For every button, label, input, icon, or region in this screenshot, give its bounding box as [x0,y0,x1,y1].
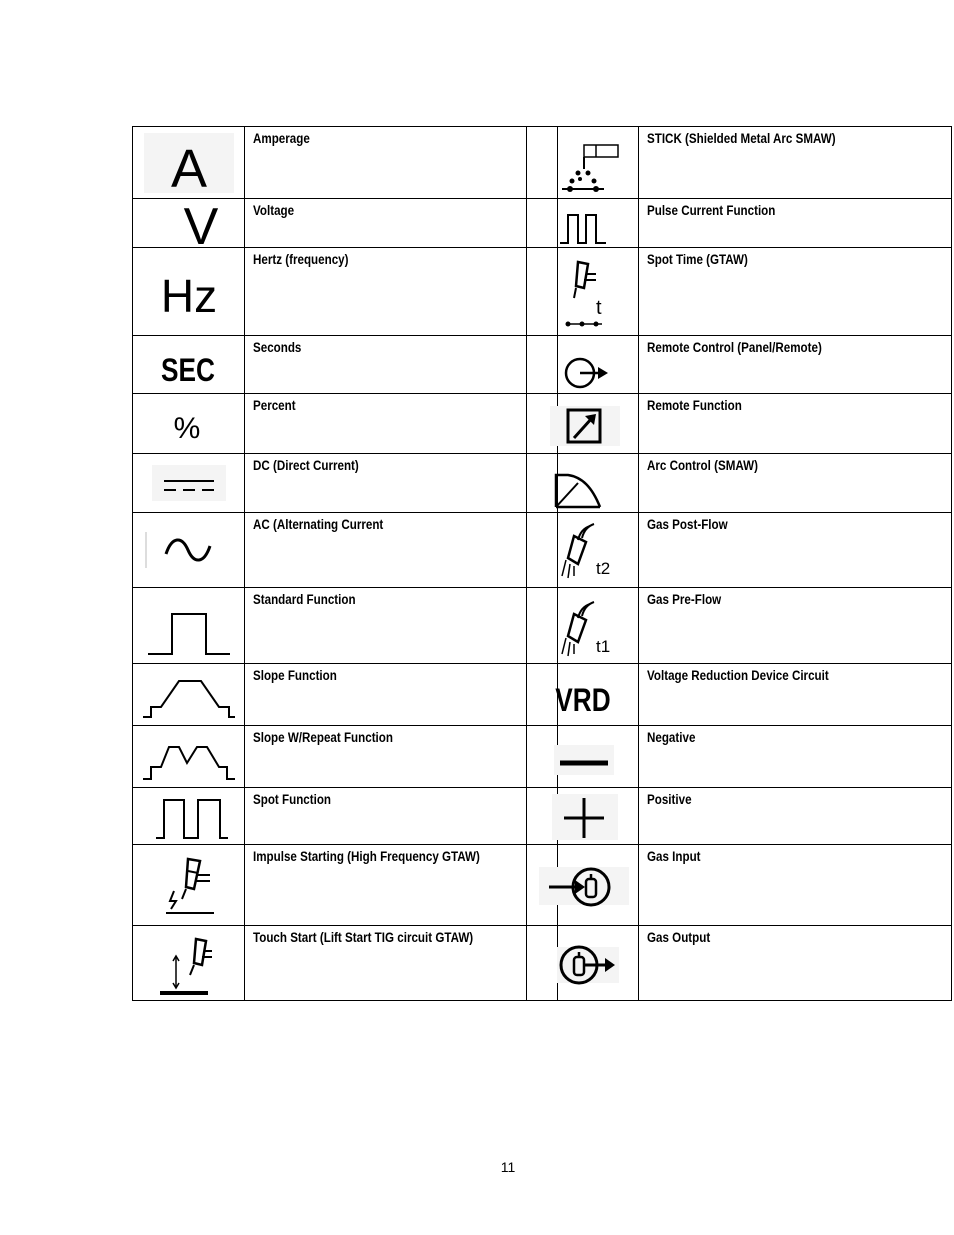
symbol-label: Hertz (frequency) [253,252,349,267]
table-row [133,788,558,845]
dc-direct-current-icon [144,459,234,507]
table-row [527,588,952,664]
symbol-label: Spot Function [253,792,332,807]
table-row [133,248,558,336]
svg-text:Hz: Hz [160,269,217,322]
gas-pre-flow-torch-icon [538,592,628,660]
svg-text:%: % [173,411,200,445]
symbols-table-right [526,126,952,1001]
hertz-Hz-icon [144,262,234,322]
table-row [133,664,558,726]
table-row [527,336,952,394]
symbol-label: AC (Alternating Current [253,517,384,532]
gas-input-icon [535,857,631,913]
vrd-icon [538,671,628,719]
ac-sine-wave-icon [144,526,234,574]
svg-text:t: t [595,296,602,319]
symbol-label: Gas Post-Flow [647,517,728,532]
table-row [133,127,558,199]
symbol-label: Slope Function [253,668,337,683]
svg-text:t2: t2 [595,559,610,578]
table-row [527,664,952,726]
table-row [527,845,952,926]
svg-text:SEC: SEC [160,353,215,389]
gas-post-flow-torch-icon [538,518,628,582]
symbol-label: Arc Control (SMAW) [647,458,758,473]
slope-repeat-function-icon [141,733,237,781]
svg-text:VRD: VRD [554,683,611,719]
symbol-label: Positive [647,792,692,807]
page-number: 11 [500,1159,516,1175]
symbol-label: Remote Function [647,398,742,413]
arc-control-icon [538,457,628,509]
symbol-label: Impulse Starting (High Frequency GTAW) [253,849,480,864]
symbol-label: Spot Time (GTAW) [647,252,748,267]
symbol-label: Percent [253,398,296,413]
impulse-starting-hf-torch-icon [144,853,234,917]
svg-text:A: A [170,138,207,193]
table-row [133,199,558,248]
positive-plus-icon [538,790,628,842]
symbol-label: STICK (Shielded Metal Arc SMAW) [647,131,836,146]
table-row [527,394,952,454]
symbol-label: Voltage Reduction Device Circuit [647,668,829,683]
table-row [133,336,558,394]
symbol-label: Gas Input [647,849,701,864]
symbol-label: Remote Control (Panel/Remote) [647,340,822,355]
symbol-label: Touch Start (Lift Start TIG circuit GTAW) [253,930,474,945]
seconds-SEC-icon [144,341,234,389]
spot-function-pulses-icon [144,792,234,840]
symbol-label: Gas Pre-Flow [647,592,722,607]
symbol-label: DC (Direct Current) [253,458,359,473]
remote-control-circle-arrow-icon [538,339,628,391]
table-row [133,926,558,1001]
negative-minus-icon [538,733,628,781]
symbols-table-left [132,126,558,1001]
standard-function-pulse-icon [144,596,234,656]
stick-smaw-electrode-icon [538,133,628,193]
remote-function-box-arrow-icon [538,398,628,450]
table-row [527,926,952,1001]
symbol-label: Gas Output [647,930,711,945]
symbol-label: Amperage [253,131,310,146]
table-row [527,248,952,336]
slope-function-trapezoid-icon [141,671,237,719]
symbol-label: Voltage [253,203,295,218]
svg-text:t1: t1 [595,636,610,656]
table-row [527,199,952,248]
symbol-label: Seconds [253,340,302,355]
spot-time-torch-icon [538,252,628,332]
table-row [133,394,558,454]
table-row [133,845,558,926]
symbol-label: Negative [647,730,696,745]
touch-start-lift-tig-icon [144,931,234,995]
amperage-A-icon [144,133,234,193]
voltage-V-icon [144,199,234,247]
svg-text:V: V [183,199,218,247]
gas-output-icon [535,935,631,991]
table-row [133,454,558,513]
table-row [527,726,952,788]
table-row [527,127,952,199]
symbol-label: Pulse Current Function [647,203,776,218]
symbol-label: Standard Function [253,592,356,607]
table-row [133,513,558,588]
table-row [527,788,952,845]
table-row [133,726,558,788]
pulse-current-icon [538,199,628,247]
percent-icon [144,400,234,448]
symbol-label: Slope W/Repeat Function [253,730,393,745]
table-row [133,588,558,664]
table-row [527,454,952,513]
table-row [527,513,952,588]
